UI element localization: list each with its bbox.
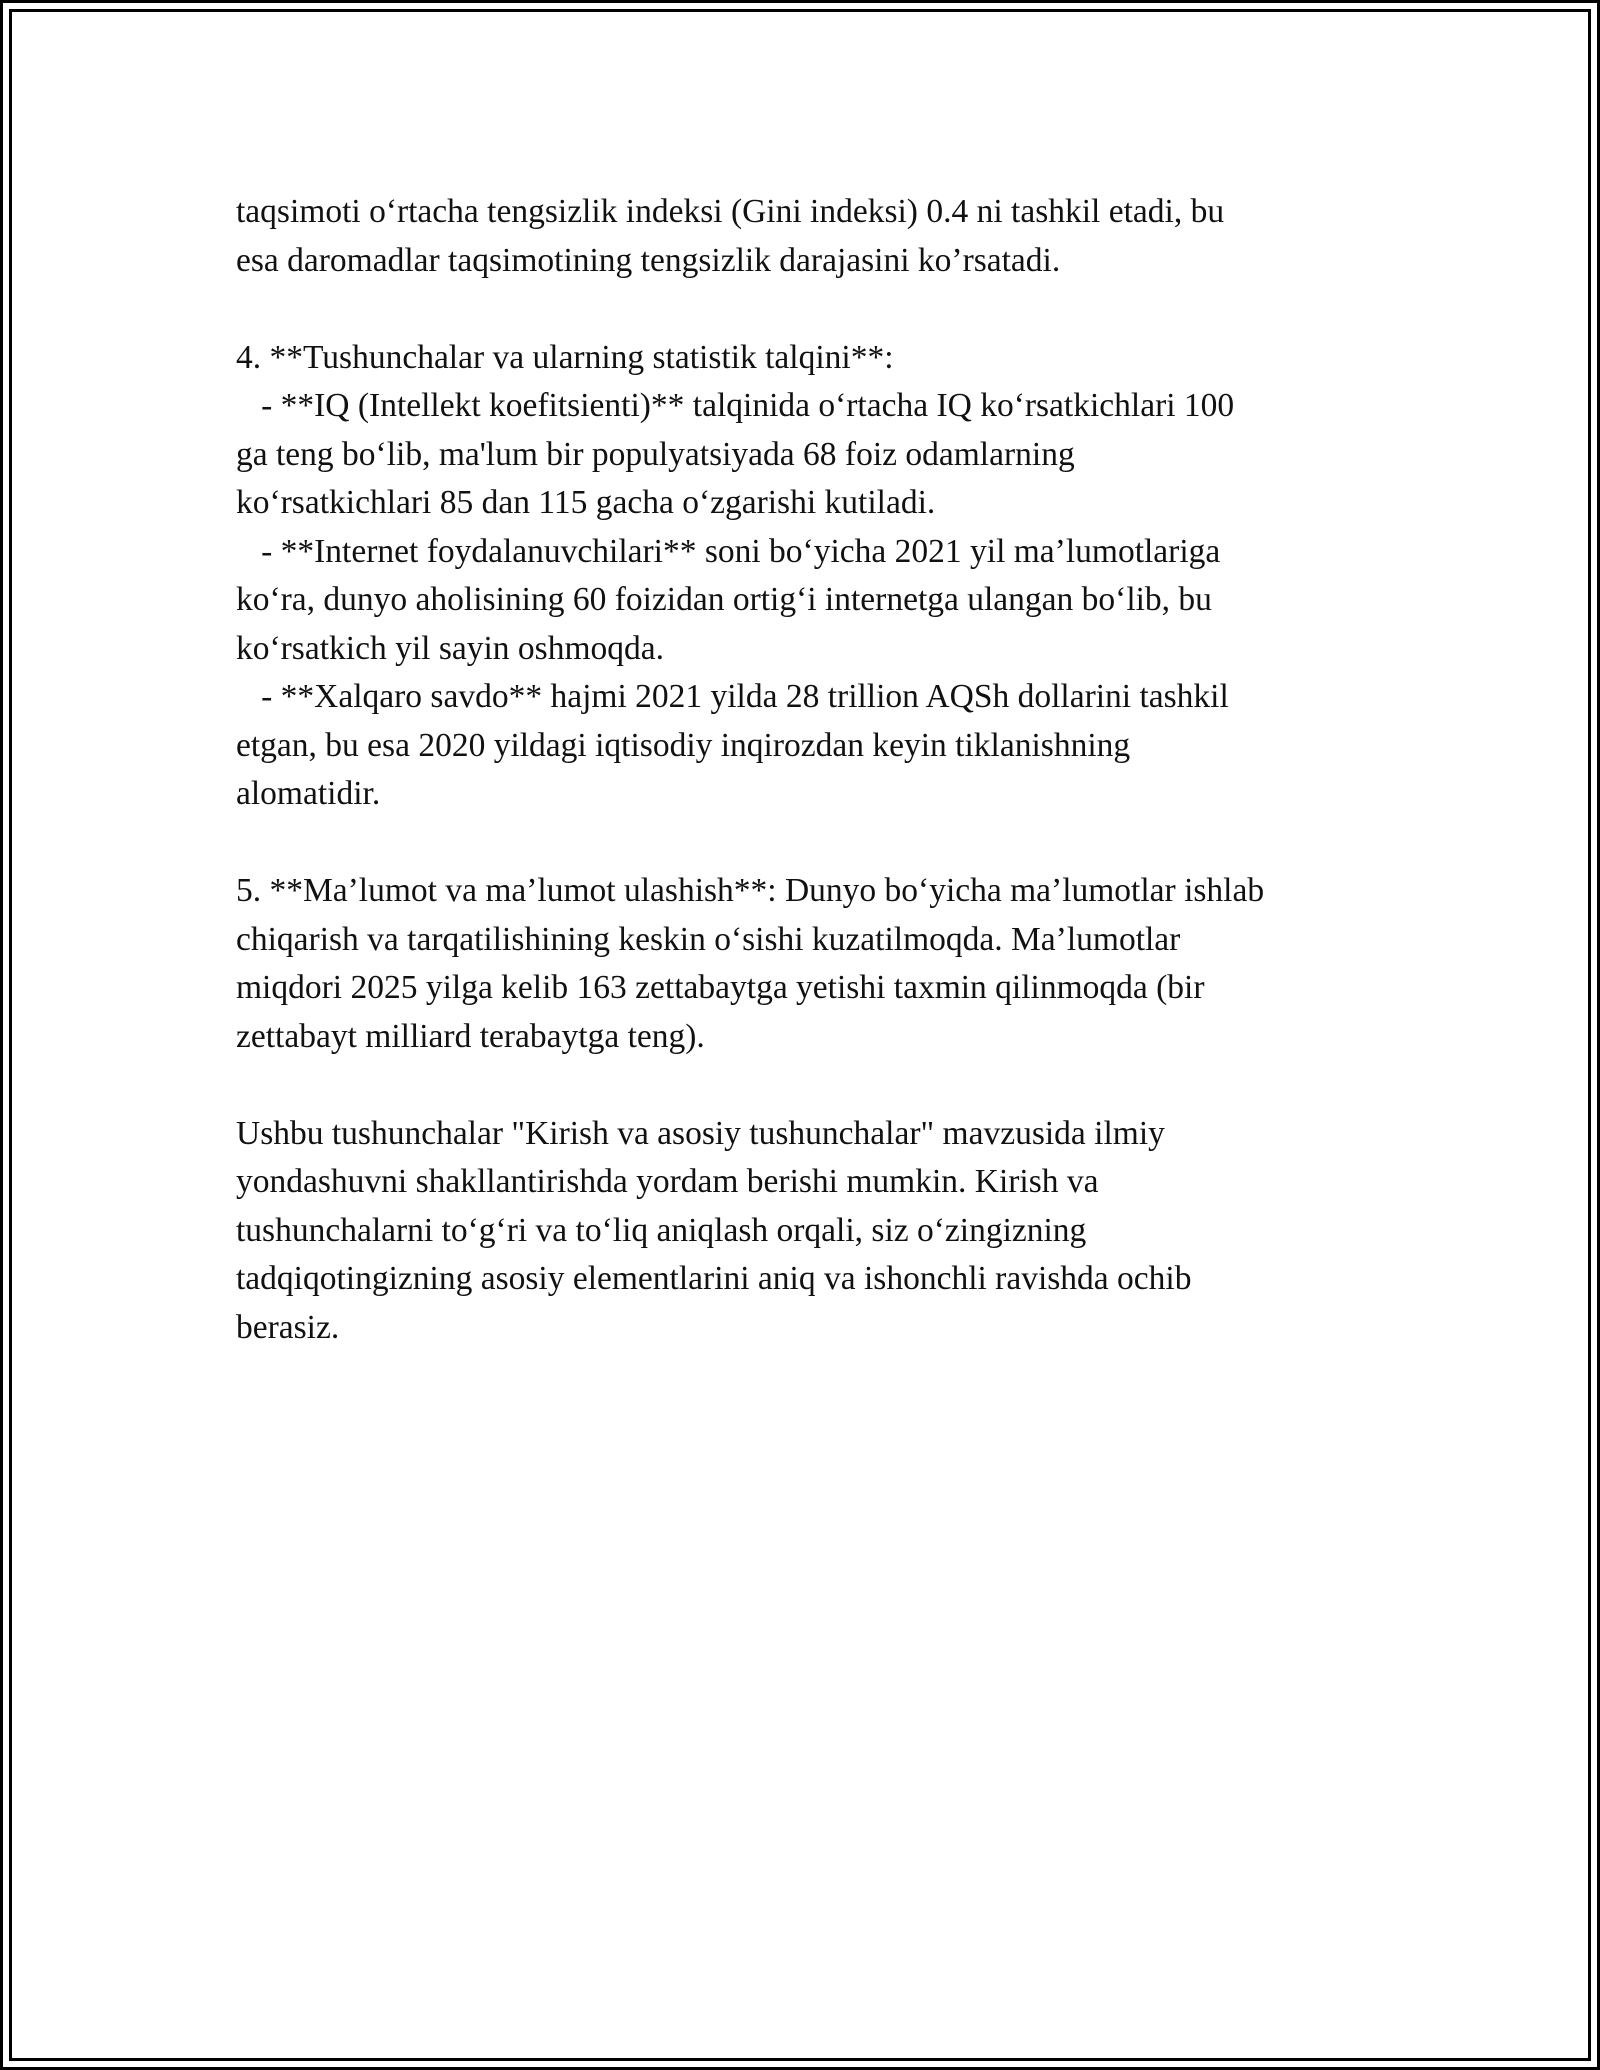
paragraph-conclusion	[236, 1110, 1386, 1353]
paragraph-spacer	[236, 1061, 1386, 1110]
text-line: taqsimoti o‘rtacha tengsizlik indeksi (Gini indeksi) 0.4 ni tashkil etadi, bu	[236, 193, 1225, 230]
text-line: Ushbu tushunchalar "Kirish va asosiy tushunchalar" mavzusida ilmiy	[236, 1114, 1165, 1152]
text-line: ko‘rsatkich yil sayin oshmoqda.	[236, 629, 664, 667]
section-heading: 5. **Ma’lumot va ma’lumot ulashish**: Dunyo bo‘yicha ma’lumotlar ishlab	[236, 872, 1265, 909]
document-body	[236, 188, 1386, 1352]
paragraph-spacer	[236, 285, 1386, 334]
text-line: ga teng bo‘lib, ma'lum bir populyatsiyada 68 foiz odamlarning	[236, 435, 1075, 473]
list-item-trade: - **Xalqaro savdo** hajmi 2021 yilda 28 trillion AQSh dollarini tashkil	[236, 678, 1229, 715]
text-line: miqdori 2025 yilga kelib 163 zettabaytga yetishi taxmin qilinmoqda (bir	[236, 969, 1205, 1006]
text-line: zettabayt milliard terabaytga teng).	[236, 1017, 705, 1055]
paragraph-gini	[236, 188, 1386, 285]
paragraph-section-4	[236, 334, 1386, 819]
paragraph-spacer	[236, 819, 1386, 868]
list-item-internet: - **Internet foydalanuvchilari** soni bo‘yicha 2021 yil ma’lumotlariga	[236, 532, 1221, 570]
list-item-iq: - **IQ (Intellekt koefitsienti)** talqinida o‘rtacha IQ ko‘rsatkichlari 100	[236, 387, 1235, 424]
text-line: ko‘rsatkichlari 85 dan 115 gacha o‘zgarishi kutiladi.	[236, 484, 936, 521]
text-line: chiqarish va tarqatilishining keskin o‘sishi kuzatilmoqda. Ma’lumotlar	[236, 920, 1181, 958]
section-heading: 4. **Tushunchalar va ularning statistik talqini**:	[236, 338, 894, 376]
text-line: etgan, bu esa 2020 yildagi iqtisodiy inqirozdan keyin tiklanishning	[236, 726, 1131, 764]
paragraph-section-5	[236, 867, 1386, 1061]
text-line: berasiz.	[236, 1308, 340, 1346]
text-line: alomatidir.	[236, 775, 381, 812]
text-line: tushunchalarni to‘g‘ri va to‘liq aniqlash orqali, siz o‘zingizning	[236, 1211, 1087, 1249]
text-line: esa daromadlar taqsimotining tengsizlik darajasini ko’rsatadi.	[236, 241, 1061, 279]
text-line: tadqiqotingizning asosiy elementlarini aniq va ishonchli ravishda ochib	[236, 1260, 1192, 1297]
text-line: yondashuvni shakllantirishda yordam berishi mumkin. Kirish va	[236, 1163, 1099, 1200]
text-line: ko‘ra, dunyo aholisining 60 foizidan ortig‘i internetga ulangan bo‘lib, bu	[236, 581, 1212, 618]
